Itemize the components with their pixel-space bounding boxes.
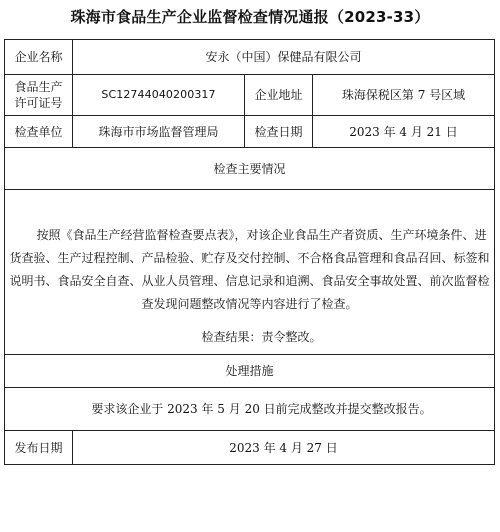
measures-heading-row [5, 355, 495, 388]
inspection-date-value: 2023 年 4 月 21 日 [313, 116, 495, 148]
publish-date-label: 发布日期 [5, 431, 73, 465]
address-value: 珠海保税区第 7 号区域 [313, 75, 495, 116]
license-label-line1: 食品生产 [14, 80, 63, 94]
inspector-value: 珠海市市场监督管理局 [73, 116, 245, 148]
license-address-row [5, 75, 495, 116]
main-situation-body: 按照《食品生产经营监督检查要点表》，对该企业食品生产者资质、生产环境条件、进货查验、生产过程控制、产品检验、贮存及交付控制、不合格食品管理和食品召回、标签和说明书、食品安全自查、从业人员管理、信息记录和追溯、食品安全事故处置、前次监督检查发现问题整改情况等内容进行了检查。 [9, 227, 490, 311]
main-situation-body-row [5, 190, 495, 355]
inspection-result: 检查结果：责令整改。 [201, 329, 322, 344]
inspector-label: 检查单位 [5, 116, 73, 148]
measures-body-row [5, 388, 495, 431]
address-label: 企业地址 [245, 75, 313, 116]
company-label: 企业名称 [5, 40, 73, 75]
license-label-line2: 许可证号 [14, 96, 63, 110]
measures-body: 要求该企业于 2023 年 5 月 20 日前完成整改并提交整改报告。 [91, 402, 432, 416]
measures-cell [5, 388, 495, 431]
main-situation-heading: 检查主要情况 [5, 148, 495, 190]
main-situation-cell [5, 190, 495, 355]
inspector-date-row [5, 116, 495, 148]
main-situation-heading-row [5, 148, 495, 190]
license-label [5, 75, 73, 116]
publish-date-value: 2023 年 4 月 27 日 [73, 431, 495, 465]
inspection-report-table [4, 39, 495, 465]
company-row [5, 40, 495, 75]
company-value: 安永（中国）保健品有限公司 [73, 40, 495, 75]
inspection-date-label: 检查日期 [245, 116, 313, 148]
publish-date-row [5, 431, 495, 465]
report-title: 珠海市食品生产企业监督检查情况通报（2023-33） [70, 8, 430, 26]
license-value: SC12744040200317 [73, 75, 245, 116]
measures-heading: 处理措施 [5, 355, 495, 388]
